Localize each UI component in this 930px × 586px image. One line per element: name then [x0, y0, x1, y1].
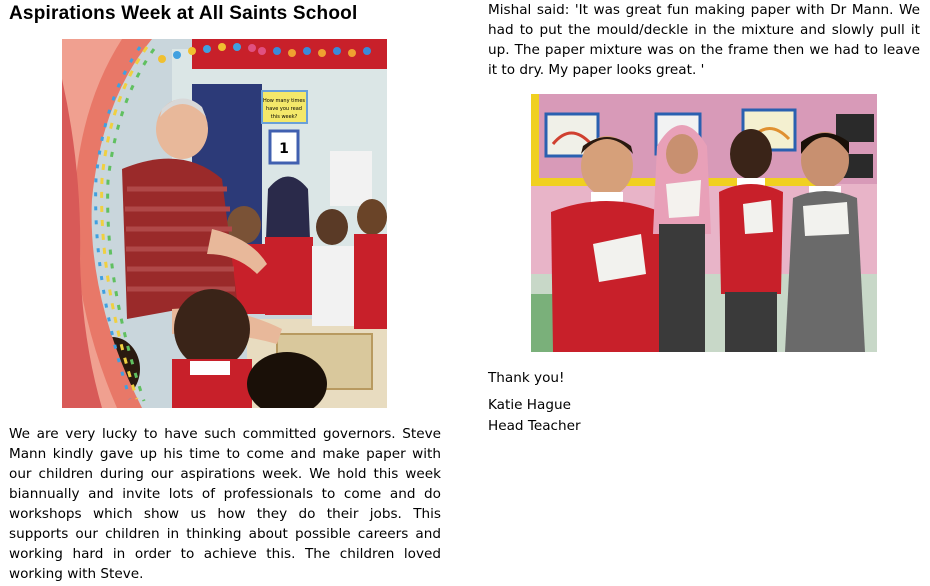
- thank-you-text: Thank you!: [488, 370, 565, 386]
- svg-text:this week?: this week?: [270, 114, 298, 120]
- children-with-paper-photo: [531, 94, 877, 352]
- poster-text: How many times: [262, 98, 306, 104]
- page-title: Aspirations Week at All Saints School: [9, 3, 358, 24]
- signatory-role: Head Teacher: [488, 418, 581, 434]
- signature-block: [488, 395, 581, 437]
- papermaking-photo: [62, 39, 387, 408]
- article-body: We are very lucky to have such committed governors. Steve Mann kindly gave up his time to come and make paper with our children during our aspirations week. We hold this week biannually and invite lots of professionals to come and do workshops which show us how they do their jobs. This supports our children in thinking about possible careers and working hard in order to achieve this. The children loved working with Steve.: [9, 426, 441, 582]
- student-quote: Mishal said: 'It was great fun making paper with Dr Mann. We had to put the mould/deckle in the mixture and slowly pull it up. The paper mixture was on the frame then we had to leave it to dry. My paper looks great. ': [488, 2, 920, 78]
- number-card: 1: [279, 141, 289, 157]
- svg-text:have you read: have you read: [266, 106, 302, 112]
- signatory-name: Katie Hague: [488, 397, 571, 413]
